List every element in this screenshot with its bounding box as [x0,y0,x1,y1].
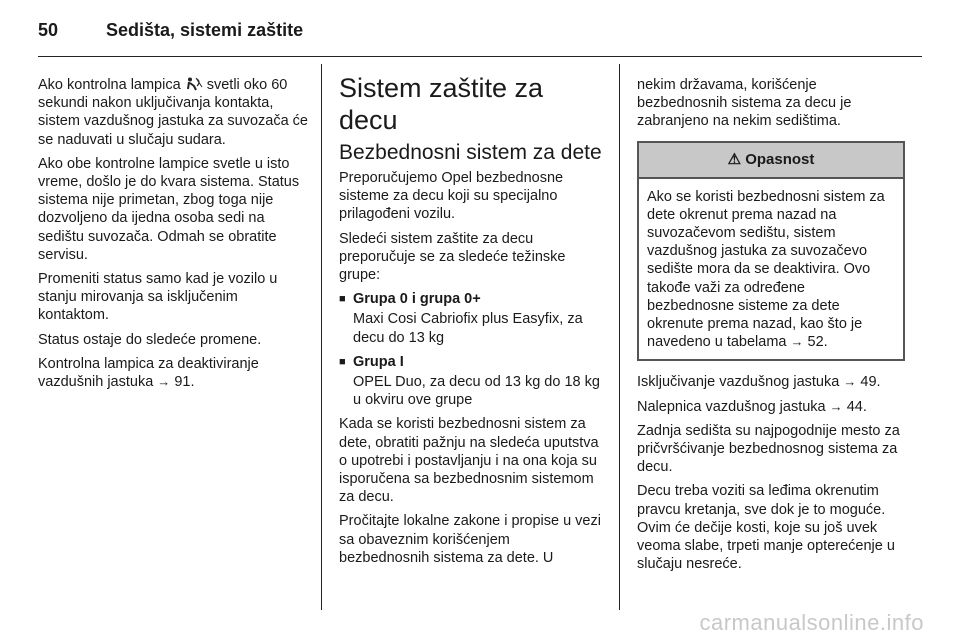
header-divider [38,56,922,57]
page-number: 50 [38,20,59,40]
page-reference[interactable]: 91. [174,374,195,391]
paragraph [637,373,905,391]
paragraph: Preporučujemo Opel bezbednosne sisteme za decu koji su specijalno prilagođeni vozilu. [339,170,564,223]
xref-arrow-icon: → [157,374,171,390]
warning-text: Ako se koristi bezbednosni sistem za dete okrenut prema nazad na suvozačevom sedištu, sistem vazdušnog jastuka za suvozačevo sedište mora da se deaktivira. Ovo takođe važi za određene bezbednosne sisteme za dete okrenute prema nazad, kao što je navedeno u tabelama [647,188,885,351]
list-item [339,353,604,371]
list-item-title: Grupa 0 i grupa 0+ [353,291,481,308]
xref-arrow-icon: → [790,334,804,350]
paragraph-text: svetli oko 60 sekundi nakon uključivanja kontakta, sistem vazdušnog jastuka za suvozača će se naduvati u slučaju sudara. [38,77,308,148]
paragraph: Pročitajte lokalne zakone i propise u vezi sa obaveznim korišćenjem bezbednosnih sistema za dete. U [339,513,601,566]
column-left [38,76,308,397]
paragraph-text: Ako kontrolna lampica [38,77,181,93]
column-right [637,76,905,579]
paragraph: Sledeći sistem zaštite za decu preporučuje se za sledeće težinske grupe: [339,230,566,284]
paragraph: Status ostaje do sledeće promene. [38,331,262,348]
page-reference[interactable]: 49. [860,374,881,391]
paragraph: Promeniti status samo kad je vozilo u stanju mirovanja sa isključenim kontaktom. [38,271,278,324]
paragraph: Zadnja sedišta su najpogodnije mesto za pričvršćivanje bezbednosnog sistema za decu. [637,422,900,476]
xref-arrow-icon: → [829,398,843,414]
list-item [339,290,604,308]
watermark: carmanualsonline.info [699,610,924,635]
paragraph-text: Kontrolna lampica za deaktiviranje vazdušnih jastuka [38,355,259,391]
bullet-square-icon: ■ [339,293,346,306]
paragraph [637,398,905,416]
chapter-title: Sedišta, sistemi zaštite [106,20,304,40]
page-reference[interactable]: 44. [846,398,867,415]
column-middle [339,72,604,573]
paragraph-text: Isključivanje vazdušnog jastuka [637,374,840,391]
page-header [38,20,922,48]
xref-arrow-icon: → [843,374,857,390]
paragraph: nekim državama, korišćenje bezbednosnih sistema za decu je zabranjeno na nekim sedištima. [637,77,852,130]
paragraph-text: Nalepnica vazdušnog jastuka [637,398,826,415]
list-item-text: OPEL Duo, za decu od 13 kg do 18 kg u okviru ove grupe [353,374,600,409]
list-item-title: Grupa I [353,353,404,370]
paragraph: Kada se koristi bezbednosni sistem za dete, obratiti pažnju na sledeća uputstva o upotrebi i postavljanju i na ona koja su isporučena sa bezbednosnim sistemom za decu. [339,416,599,506]
bullet-square-icon: ■ [339,355,346,368]
warning-header [639,143,903,179]
warning-body [639,179,903,360]
warning-title: Opasnost [745,150,815,168]
paragraph [38,355,308,391]
list-item-text: Maxi Cosi Cabriofix plus Easyfix, za decu do 13 kg [353,311,583,346]
paragraph: Ako obe kontrolne lampice svetle u isto vreme, došlo je do kvara sistema. Status sistema nije primetan, zbog toga nije dozvoljeno da ijedna osoba sedi na sedištu suvozača. Odmah se obratite servisu. [38,155,300,263]
column-divider-2 [619,64,620,610]
page-reference[interactable]: 52. [807,334,828,351]
paragraph: Decu treba voziti sa leđima okrenutim pravcu kretanja, sve dok je to moguće. Ovim će dečije kosti, koje su još uvek veoma slabe, trpeti manje opterećenje u slučaju nesreće. [637,483,895,573]
warning-box [637,141,905,362]
airbag-off-icon [185,77,203,91]
warning-triangle-icon: ⚠ [727,150,742,168]
column-divider-1 [321,64,322,610]
section-subtitle: Bezbednosni sistem za dete [339,141,602,164]
section-title: Sistem zaštite za decu [339,73,544,135]
paragraph [38,76,308,149]
